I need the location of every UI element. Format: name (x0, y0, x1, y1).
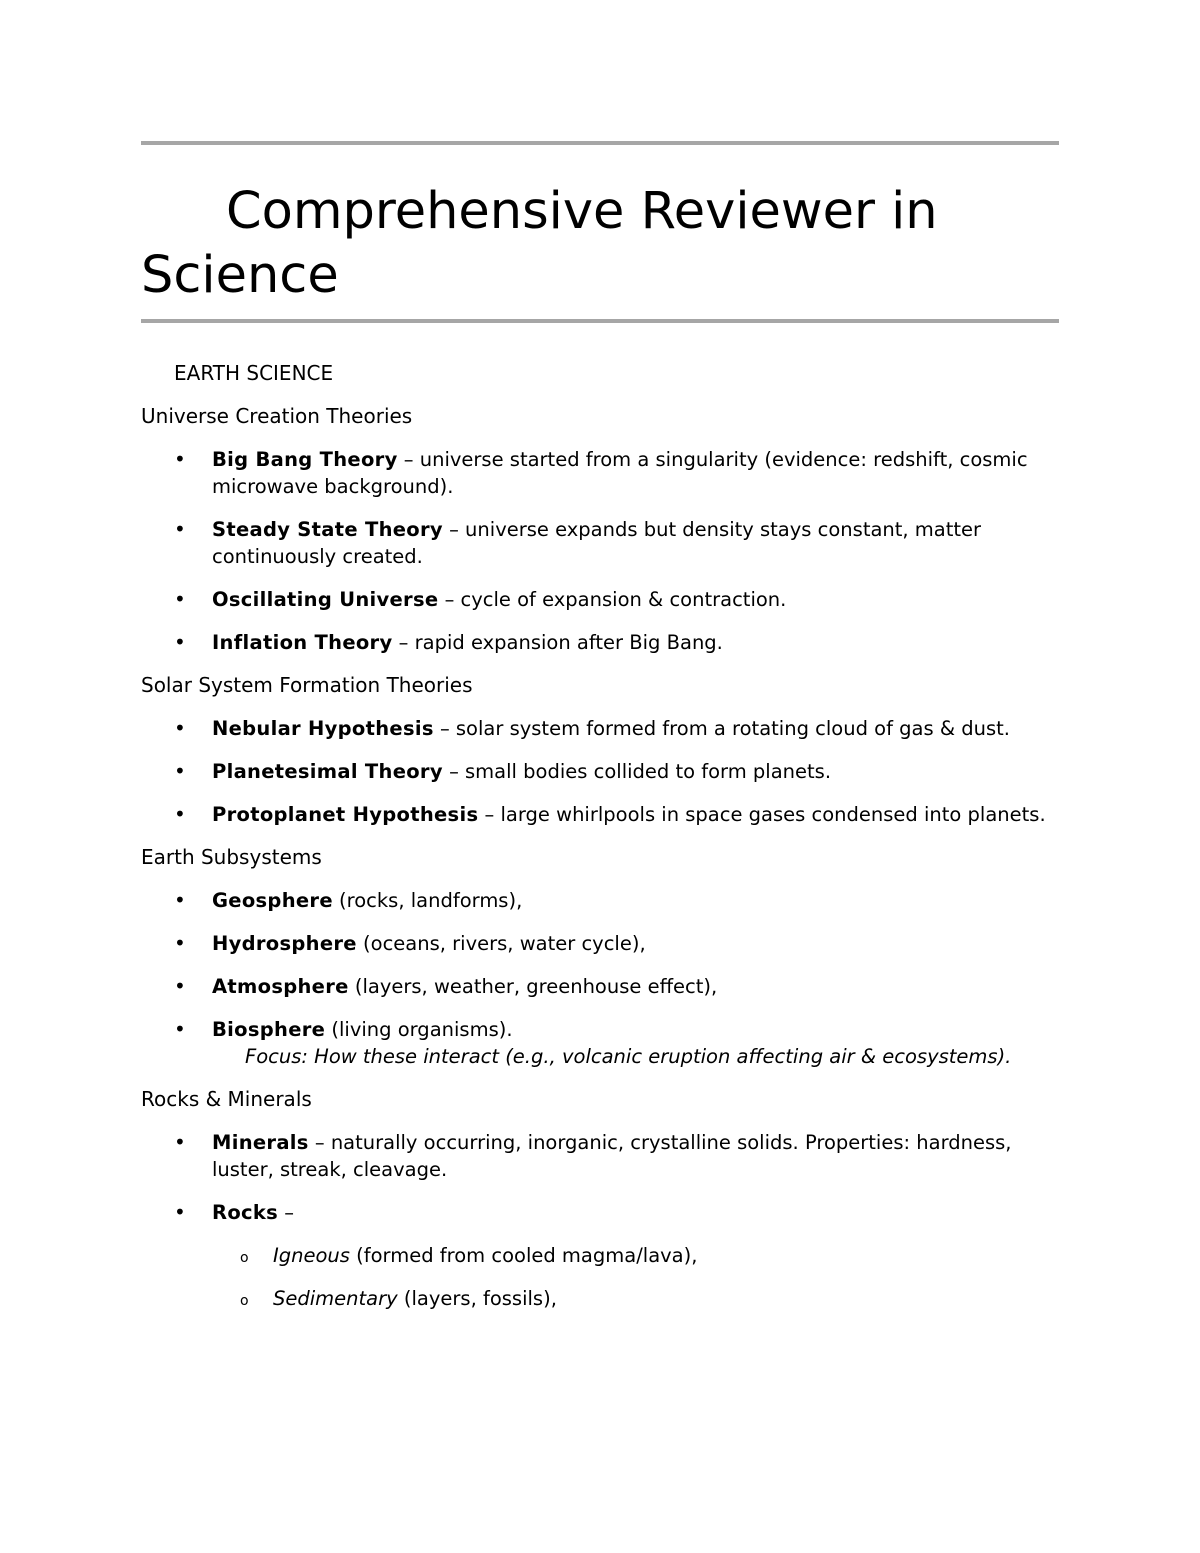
term-label: Protoplanet Hypothesis (212, 803, 479, 826)
term-description: – universe started from a singularity (evidence: redshift, cosmic microwave background). (212, 448, 1028, 498)
term-description: – rapid expansion after Big Bang. (392, 631, 723, 654)
term-description: – cycle of expansion & contraction. (438, 588, 787, 611)
sub-list-item (212, 1285, 1059, 1312)
term-label: Biosphere (212, 1018, 326, 1041)
focus-note (212, 1043, 1059, 1070)
term-description: (oceans, rivers, water cycle), (356, 932, 646, 955)
term-description: – (278, 1201, 294, 1224)
term-description: – universe expands but density stays constant, matter continuously created. (212, 518, 982, 568)
term-description: (living organisms). (325, 1018, 513, 1041)
term-label: Big Bang Theory (212, 448, 398, 471)
term-label: Planetesimal Theory (212, 760, 443, 783)
list-item (141, 715, 1059, 742)
list-item (141, 758, 1059, 785)
sub-list-item (212, 1242, 1059, 1269)
term-label: Nebular Hypothesis (212, 717, 434, 740)
term-label: Oscillating Universe (212, 588, 439, 611)
solar-theories-list (141, 715, 1059, 828)
term-description: – solar system formed from a rotating cloud of gas & dust. (433, 717, 1010, 740)
list-item (141, 586, 1059, 613)
term-label: Steady State Theory (212, 518, 443, 541)
rocks-minerals-list (141, 1129, 1059, 1312)
section-label: EARTH SCIENCE (174, 361, 334, 385)
list-item (141, 801, 1059, 828)
list-item (141, 1129, 1059, 1183)
term-label: Rocks (212, 1201, 279, 1224)
universe-theories-list (141, 446, 1059, 656)
earth-subsystems-list (141, 887, 1059, 1070)
document-title: Comprehensive Reviewer in Science (141, 182, 938, 305)
heading-earth-subsystems: Earth Subsystems (141, 845, 322, 869)
rock-types-list (212, 1242, 1059, 1312)
title-bottom-rule (141, 319, 1059, 323)
term-description: – large whirlpools in space gases condensed into planets. (478, 803, 1046, 826)
rock-type-name: Sedimentary (273, 1287, 398, 1310)
rock-type-description: (layers, fossils), (397, 1287, 557, 1310)
term-description: – small bodies collided to form planets. (442, 760, 832, 783)
list-item (141, 973, 1059, 1000)
term-description: (layers, weather, greenhouse effect), (348, 975, 718, 998)
heading-solar-system-theories: Solar System Formation Theories (141, 673, 473, 697)
term-label: Minerals (212, 1131, 309, 1154)
focus-note-text: Focus: How these interact (e.g., volcanic eruption affecting air & ecosystems). (245, 1045, 1012, 1068)
rock-type-description: (formed from cooled magma/lava), (349, 1244, 698, 1267)
list-item (141, 446, 1059, 500)
list-item (141, 1016, 1059, 1070)
list-item (141, 930, 1059, 957)
heading-rocks-minerals: Rocks & Minerals (141, 1087, 312, 1111)
rock-type-name: Igneous (273, 1244, 350, 1267)
term-label: Geosphere (212, 889, 333, 912)
document-body (141, 360, 1059, 1328)
term-label: Hydrosphere (212, 932, 357, 955)
list-item (141, 516, 1059, 570)
list-item (141, 1199, 1059, 1312)
heading-universe-theories: Universe Creation Theories (141, 404, 413, 428)
list-item (141, 629, 1059, 656)
term-description: (rocks, landforms), (332, 889, 523, 912)
term-description: – naturally occurring, inorganic, crystalline solids. Properties: hardness, luster, streak, cleavage. (212, 1131, 1012, 1181)
term-label: Inflation Theory (212, 631, 393, 654)
title-top-rule (141, 141, 1059, 145)
term-label: Atmosphere (212, 975, 349, 998)
list-item (141, 887, 1059, 914)
